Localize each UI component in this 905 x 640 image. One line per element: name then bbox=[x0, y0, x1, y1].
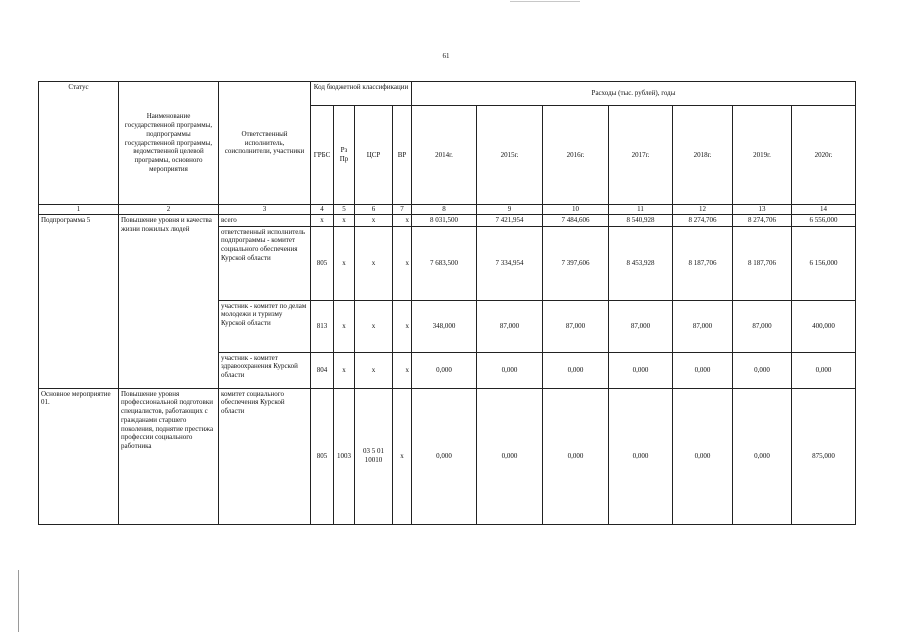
header-responsible: Ответственный исполнитель, соисполнители, участники bbox=[219, 82, 311, 205]
cell-value: 87,000 bbox=[733, 300, 792, 352]
cell-value: 8 274,706 bbox=[673, 214, 733, 226]
column-number: 11 bbox=[609, 205, 673, 215]
cell-rzpr: х bbox=[334, 300, 355, 352]
cell-vr: х bbox=[393, 226, 412, 300]
cell-value: 0,000 bbox=[412, 352, 477, 388]
cell-vr: х bbox=[393, 214, 412, 226]
cell-value: 0,000 bbox=[412, 388, 477, 524]
scan-artifact bbox=[510, 1, 580, 2]
cell-value: 7 397,606 bbox=[543, 226, 609, 300]
column-number: 1 bbox=[39, 205, 119, 215]
row-responsible: участник - комитет по делам молодежи и туризму Курской области bbox=[219, 300, 311, 352]
cell-rzpr: х bbox=[334, 214, 355, 226]
cell-value: 87,000 bbox=[543, 300, 609, 352]
header-status: Статус bbox=[39, 82, 119, 205]
cell-grbs: 805 bbox=[311, 388, 334, 524]
cell-csr: х bbox=[355, 352, 393, 388]
row-name: Повышение уровня и качества жизни пожилых людей bbox=[119, 214, 219, 388]
cell-value: 348,000 bbox=[412, 300, 477, 352]
cell-value: 6 156,000 bbox=[792, 226, 856, 300]
cell-grbs: 804 bbox=[311, 352, 334, 388]
column-number: 13 bbox=[733, 205, 792, 215]
column-number: 7 bbox=[393, 205, 412, 215]
row-responsible: всего bbox=[219, 214, 311, 226]
header-year: 2017г. bbox=[609, 106, 673, 205]
cell-csr: 03 5 01 10010 bbox=[355, 388, 393, 524]
header-grbs: ГРБС bbox=[311, 106, 334, 205]
header-vr: ВР bbox=[393, 106, 412, 205]
row-status: Основное мероприятие 01. bbox=[39, 388, 119, 524]
cell-value: 0,000 bbox=[733, 388, 792, 524]
cell-value: 0,000 bbox=[733, 352, 792, 388]
cell-value: 0,000 bbox=[609, 352, 673, 388]
header-year: 2020г. bbox=[792, 106, 856, 205]
header-budget-code: Код бюджетной классификации bbox=[311, 82, 412, 106]
header-year: 2014г. bbox=[412, 106, 477, 205]
cell-value: 0,000 bbox=[673, 388, 733, 524]
cell-value: 0,000 bbox=[792, 352, 856, 388]
header-rzpr: Рз Пр bbox=[334, 106, 355, 205]
cell-value: 87,000 bbox=[477, 300, 543, 352]
cell-value: 8 187,706 bbox=[673, 226, 733, 300]
cell-value: 875,000 bbox=[792, 388, 856, 524]
cell-value: 7 421,954 bbox=[477, 214, 543, 226]
budget-table bbox=[38, 81, 856, 525]
column-number: 2 bbox=[119, 205, 219, 215]
cell-csr: х bbox=[355, 300, 393, 352]
scan-artifact bbox=[18, 570, 19, 632]
cell-rzpr: х bbox=[334, 226, 355, 300]
cell-grbs: 805 bbox=[311, 226, 334, 300]
header-year: 2019г. bbox=[733, 106, 792, 205]
cell-grbs: х bbox=[311, 214, 334, 226]
cell-value: 7 683,500 bbox=[412, 226, 477, 300]
column-number: 14 bbox=[792, 205, 856, 215]
cell-rzpr: 1003 bbox=[334, 388, 355, 524]
column-number: 9 bbox=[477, 205, 543, 215]
table-row bbox=[39, 214, 856, 226]
header-csr: ЦСР bbox=[355, 106, 393, 205]
cell-value: 400,000 bbox=[792, 300, 856, 352]
cell-csr: х bbox=[355, 226, 393, 300]
column-number: 6 bbox=[355, 205, 393, 215]
table-row bbox=[39, 388, 856, 524]
row-name: Повышение уровня профессиональной подготовки специалистов, работающих с гражданами старшего поколения, поднятие престижа профессии социального работника bbox=[119, 388, 219, 524]
header-year: 2015г. bbox=[477, 106, 543, 205]
header-year: 2016г. bbox=[543, 106, 609, 205]
cell-value: 8 031,500 bbox=[412, 214, 477, 226]
column-number-row bbox=[39, 205, 856, 215]
cell-rzpr: х bbox=[334, 352, 355, 388]
cell-value: 0,000 bbox=[543, 388, 609, 524]
column-number: 12 bbox=[673, 205, 733, 215]
cell-value: 8 453,928 bbox=[609, 226, 673, 300]
cell-value: 8 540,928 bbox=[609, 214, 673, 226]
cell-value: 87,000 bbox=[609, 300, 673, 352]
column-number: 8 bbox=[412, 205, 477, 215]
cell-value: 0,000 bbox=[609, 388, 673, 524]
cell-value: 8 187,706 bbox=[733, 226, 792, 300]
header-year: 2018г. bbox=[673, 106, 733, 205]
column-number: 5 bbox=[334, 205, 355, 215]
cell-csr: х bbox=[355, 214, 393, 226]
cell-vr: х bbox=[393, 352, 412, 388]
cell-value: 7 334,954 bbox=[477, 226, 543, 300]
cell-grbs: 813 bbox=[311, 300, 334, 352]
cell-value: 0,000 bbox=[673, 352, 733, 388]
row-status: Подпрограмма 5 bbox=[39, 214, 119, 388]
cell-value: 6 556,000 bbox=[792, 214, 856, 226]
row-responsible: комитет социального обеспечения Курской области bbox=[219, 388, 311, 524]
row-responsible: участник - комитет здравоохранения Курской области bbox=[219, 352, 311, 388]
page-number: 61 bbox=[442, 52, 450, 60]
header-name: Наименование государственной программы, подпрограммы государственной программы, ведомственной целевой программы, основного мероприятия bbox=[119, 82, 219, 205]
cell-value: 8 274,706 bbox=[733, 214, 792, 226]
cell-vr: х bbox=[393, 300, 412, 352]
cell-value: 0,000 bbox=[477, 352, 543, 388]
cell-value: 7 484,606 bbox=[543, 214, 609, 226]
cell-value: 87,000 bbox=[673, 300, 733, 352]
cell-vr: х bbox=[393, 388, 412, 524]
cell-value: 0,000 bbox=[477, 388, 543, 524]
header-expenses: Расходы (тыс. рублей), годы bbox=[412, 82, 856, 106]
cell-value: 0,000 bbox=[543, 352, 609, 388]
row-responsible: ответственный исполнитель подпрограммы - комитет социального обеспечения Курской области bbox=[219, 226, 311, 300]
column-number: 3 bbox=[219, 205, 311, 215]
column-number: 10 bbox=[543, 205, 609, 215]
column-number: 4 bbox=[311, 205, 334, 215]
